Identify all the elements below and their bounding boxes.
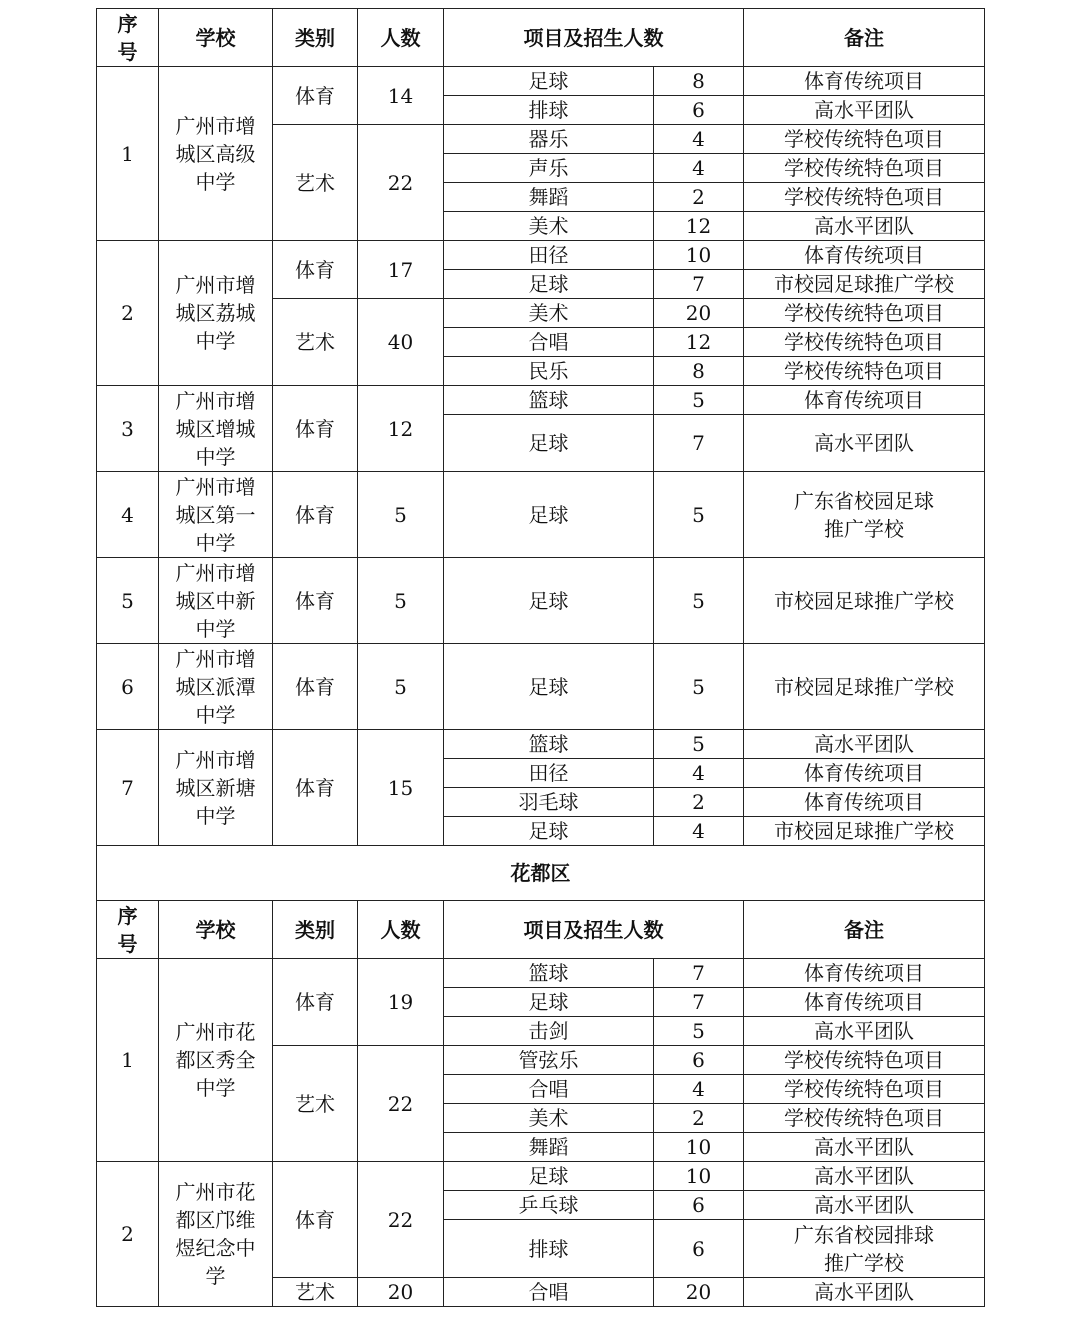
project-count-cell: 12	[654, 328, 744, 357]
header-category: 类别	[273, 901, 358, 959]
project-count-cell: 6	[654, 1046, 744, 1075]
project-cell: 足球	[444, 1162, 654, 1191]
project-count-cell: 12	[654, 212, 744, 241]
district-row	[97, 846, 985, 901]
count-cell: 5	[358, 644, 444, 730]
category-cell: 艺术	[273, 1046, 358, 1162]
category-cell: 体育	[273, 386, 358, 472]
remark-cell: 体育传统项目	[744, 386, 985, 415]
table-row	[97, 241, 985, 270]
remark-cell: 广东省校园排球 推广学校	[744, 1220, 985, 1278]
project-count-cell: 8	[654, 67, 744, 96]
project-cell: 器乐	[444, 125, 654, 154]
project-cell: 乒乓球	[444, 1191, 654, 1220]
school-name: 广州市花 都区邝维 煜纪念中 学	[159, 1162, 273, 1307]
project-count-cell: 6	[654, 1191, 744, 1220]
school-seq: 3	[97, 386, 159, 472]
project-count-cell: 5	[654, 472, 744, 558]
project-cell: 击剑	[444, 1017, 654, 1046]
project-count-cell: 5	[654, 558, 744, 644]
school-name: 广州市增 城区增城 中学	[159, 386, 273, 472]
category-cell: 体育	[273, 730, 358, 846]
school-seq: 6	[97, 644, 159, 730]
remark-cell: 高水平团队	[744, 212, 985, 241]
school-name: 广州市增 城区高级 中学	[159, 67, 273, 241]
project-count-cell: 4	[654, 154, 744, 183]
count-cell: 19	[358, 959, 444, 1046]
remark-cell: 学校传统特色项目	[744, 1104, 985, 1133]
header-count: 人数	[358, 901, 444, 959]
project-cell: 合唱	[444, 328, 654, 357]
remark-cell: 学校传统特色项目	[744, 357, 985, 386]
category-cell: 艺术	[273, 299, 358, 386]
school-name: 广州市增 城区派潭 中学	[159, 644, 273, 730]
school-seq: 2	[97, 241, 159, 386]
project-cell: 美术	[444, 1104, 654, 1133]
project-count-cell: 7	[654, 988, 744, 1017]
table-row	[97, 959, 985, 988]
category-cell: 体育	[273, 67, 358, 125]
project-count-cell: 10	[654, 241, 744, 270]
table-row	[97, 386, 985, 415]
count-cell: 22	[358, 1046, 444, 1162]
project-count-cell: 4	[654, 817, 744, 846]
project-count-cell: 10	[654, 1162, 744, 1191]
count-cell: 14	[358, 67, 444, 125]
remark-cell: 高水平团队	[744, 730, 985, 759]
project-count-cell: 20	[654, 299, 744, 328]
school-name: 广州市增 城区中新 中学	[159, 558, 273, 644]
project-cell: 足球	[444, 67, 654, 96]
category-cell: 体育	[273, 558, 358, 644]
project-cell: 田径	[444, 759, 654, 788]
remark-cell: 高水平团队	[744, 96, 985, 125]
count-cell: 17	[358, 241, 444, 299]
header-remark: 备注	[744, 9, 985, 67]
project-cell: 民乐	[444, 357, 654, 386]
header-remark: 备注	[744, 901, 985, 959]
school-name: 广州市花 都区秀全 中学	[159, 959, 273, 1162]
count-cell: 22	[358, 125, 444, 241]
remark-cell: 学校传统特色项目	[744, 299, 985, 328]
project-count-cell: 7	[654, 415, 744, 472]
category-cell: 体育	[273, 959, 358, 1046]
project-cell: 足球	[444, 644, 654, 730]
remark-cell: 学校传统特色项目	[744, 125, 985, 154]
remark-cell: 体育传统项目	[744, 67, 985, 96]
count-cell: 12	[358, 386, 444, 472]
project-cell: 足球	[444, 817, 654, 846]
school-name: 广州市增 城区荔城 中学	[159, 241, 273, 386]
table-row	[97, 67, 985, 96]
project-cell: 足球	[444, 988, 654, 1017]
header-project: 项目及招生人数	[444, 901, 744, 959]
project-count-cell: 4	[654, 759, 744, 788]
category-cell: 艺术	[273, 1278, 358, 1307]
project-cell: 篮球	[444, 959, 654, 988]
header-category: 类别	[273, 9, 358, 67]
header-row	[97, 9, 985, 67]
project-count-cell: 5	[654, 1017, 744, 1046]
project-cell: 声乐	[444, 154, 654, 183]
project-count-cell: 7	[654, 270, 744, 299]
enrollment-table	[96, 8, 985, 1307]
project-cell: 合唱	[444, 1278, 654, 1307]
table-row	[97, 1162, 985, 1191]
project-cell: 排球	[444, 1220, 654, 1278]
remark-cell: 学校传统特色项目	[744, 183, 985, 212]
project-cell: 管弦乐	[444, 1046, 654, 1075]
count-cell: 40	[358, 299, 444, 386]
school-seq: 7	[97, 730, 159, 846]
remark-cell: 高水平团队	[744, 1162, 985, 1191]
project-count-cell: 4	[654, 1075, 744, 1104]
header-school: 学校	[159, 901, 273, 959]
category-cell: 体育	[273, 241, 358, 299]
remark-cell: 高水平团队	[744, 1017, 985, 1046]
count-cell: 20	[358, 1278, 444, 1307]
project-cell: 足球	[444, 270, 654, 299]
school-name: 广州市增 城区新塘 中学	[159, 730, 273, 846]
project-count-cell: 4	[654, 125, 744, 154]
header-seq: 序 号	[97, 901, 159, 959]
project-count-cell: 6	[654, 1220, 744, 1278]
district-title: 花都区	[97, 846, 985, 901]
header-seq: 序 号	[97, 9, 159, 67]
school-name: 广州市增 城区第一 中学	[159, 472, 273, 558]
project-cell: 足球	[444, 558, 654, 644]
school-seq: 1	[97, 959, 159, 1162]
category-cell: 体育	[273, 1162, 358, 1278]
project-count-cell: 2	[654, 183, 744, 212]
project-cell: 足球	[444, 415, 654, 472]
project-cell: 篮球	[444, 386, 654, 415]
category-cell: 体育	[273, 472, 358, 558]
header-row-2	[97, 901, 985, 959]
project-cell: 美术	[444, 212, 654, 241]
remark-cell: 市校园足球推广学校	[744, 270, 985, 299]
remark-cell: 高水平团队	[744, 1191, 985, 1220]
remark-cell: 体育传统项目	[744, 988, 985, 1017]
header-count: 人数	[358, 9, 444, 67]
project-cell: 篮球	[444, 730, 654, 759]
project-count-cell: 2	[654, 788, 744, 817]
table-row	[97, 644, 985, 730]
remark-cell: 学校传统特色项目	[744, 1075, 985, 1104]
remark-cell: 广东省校园足球 推广学校	[744, 472, 985, 558]
table-row	[97, 558, 985, 644]
project-cell: 排球	[444, 96, 654, 125]
project-cell: 合唱	[444, 1075, 654, 1104]
remark-cell: 学校传统特色项目	[744, 1046, 985, 1075]
project-cell: 羽毛球	[444, 788, 654, 817]
remark-cell: 体育传统项目	[744, 241, 985, 270]
header-project: 项目及招生人数	[444, 9, 744, 67]
remark-cell: 高水平团队	[744, 415, 985, 472]
remark-cell: 市校园足球推广学校	[744, 644, 985, 730]
school-seq: 1	[97, 67, 159, 241]
school-seq: 4	[97, 472, 159, 558]
remark-cell: 体育传统项目	[744, 759, 985, 788]
table-body	[97, 9, 985, 1307]
project-count-cell: 5	[654, 730, 744, 759]
remark-cell: 学校传统特色项目	[744, 154, 985, 183]
project-count-cell: 5	[654, 644, 744, 730]
remark-cell: 高水平团队	[744, 1278, 985, 1307]
header-school: 学校	[159, 9, 273, 67]
project-count-cell: 10	[654, 1133, 744, 1162]
table-row	[97, 730, 985, 759]
count-cell: 5	[358, 558, 444, 644]
category-cell: 体育	[273, 644, 358, 730]
project-count-cell: 2	[654, 1104, 744, 1133]
count-cell: 15	[358, 730, 444, 846]
remark-cell: 体育传统项目	[744, 788, 985, 817]
project-cell: 舞蹈	[444, 183, 654, 212]
remark-cell: 市校园足球推广学校	[744, 558, 985, 644]
school-seq: 5	[97, 558, 159, 644]
remark-cell: 体育传统项目	[744, 959, 985, 988]
remark-cell: 高水平团队	[744, 1133, 985, 1162]
remark-cell: 市校园足球推广学校	[744, 817, 985, 846]
remark-cell: 学校传统特色项目	[744, 328, 985, 357]
project-cell: 足球	[444, 472, 654, 558]
project-count-cell: 6	[654, 96, 744, 125]
table-row	[97, 472, 985, 558]
count-cell: 22	[358, 1162, 444, 1278]
project-cell: 美术	[444, 299, 654, 328]
school-seq: 2	[97, 1162, 159, 1307]
project-count-cell: 5	[654, 386, 744, 415]
category-cell: 艺术	[273, 125, 358, 241]
project-count-cell: 7	[654, 959, 744, 988]
project-count-cell: 8	[654, 357, 744, 386]
project-count-cell: 20	[654, 1278, 744, 1307]
count-cell: 5	[358, 472, 444, 558]
project-cell: 舞蹈	[444, 1133, 654, 1162]
project-cell: 田径	[444, 241, 654, 270]
